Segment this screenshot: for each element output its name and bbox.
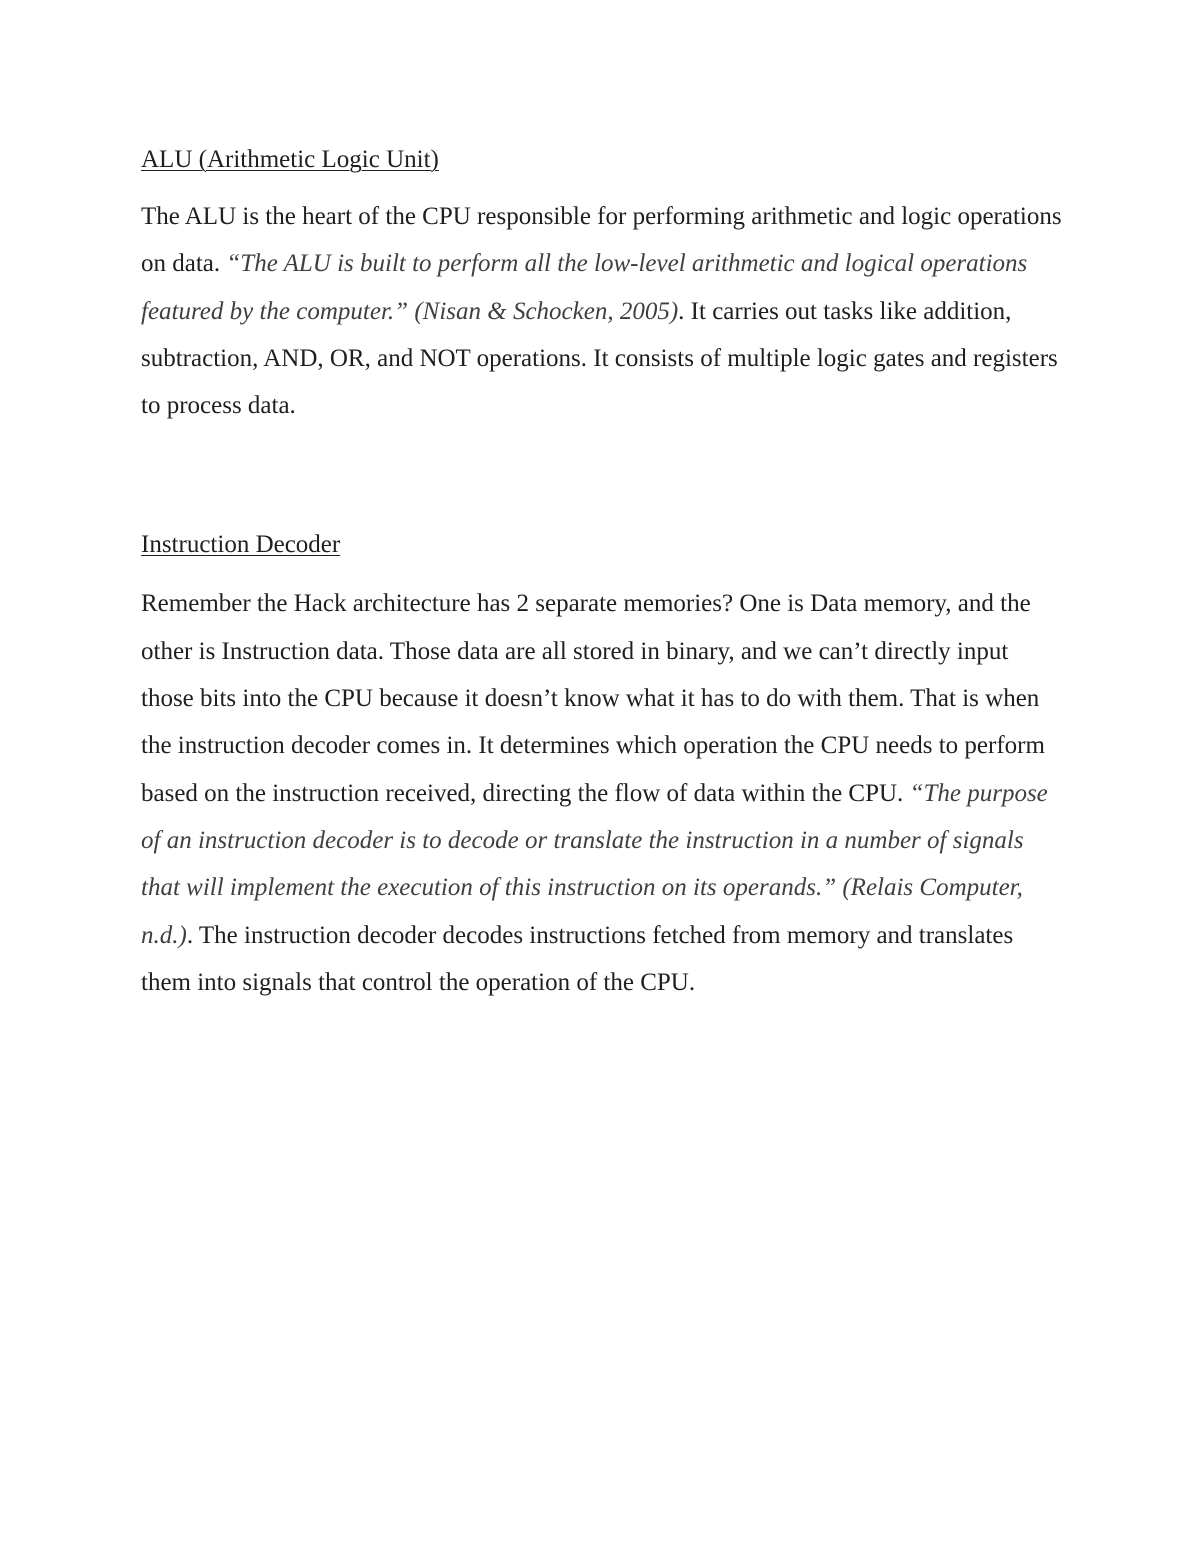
body-text: . The instruction decoder decodes instructions fetched from memory and translates them into signals that control the operation of the CPU. [141, 921, 1014, 996]
quote-citation: “The ALU is built to perform all the low-level arithmetic and logical operations featured by the computer.” (Nisan & Schocken, 2005) [141, 250, 1028, 325]
section-heading-instruction-decoder: Instruction Decoder [141, 531, 341, 559]
paragraph-instruction-decoder [141, 580, 1066, 1006]
body-text: . It carries out tasks like addition, subtraction, AND, OR, and NOT operations. It consists of multiple logic gates and registers to process data. [141, 297, 1058, 420]
body-text: The ALU is the heart of the CPU responsible for performing arithmetic and logic operations on data. [141, 203, 1062, 278]
section-heading-alu: ALU (Arithmetic Logic Unit) [141, 146, 439, 173]
quote-citation: “The purpose of an instruction decoder is to decode or translate the instruction in a number of signals that will implement the execution of this instruction on its operands.” (Relais Computer, n.d.) [141, 779, 1048, 949]
paragraph-alu [141, 193, 1066, 429]
body-text: Remember the Hack architecture has 2 separate memories? One is Data memory, and the other is Instruction data. Those data are all stored in binary, and we can’t directly input those bits into the CPU because it doesn’t know what it has to do with them. That is when the instruction decoder comes in. It determines which operation the CPU needs to perform based on the instruction received, directing the flow of data within the CPU. [141, 590, 1045, 807]
